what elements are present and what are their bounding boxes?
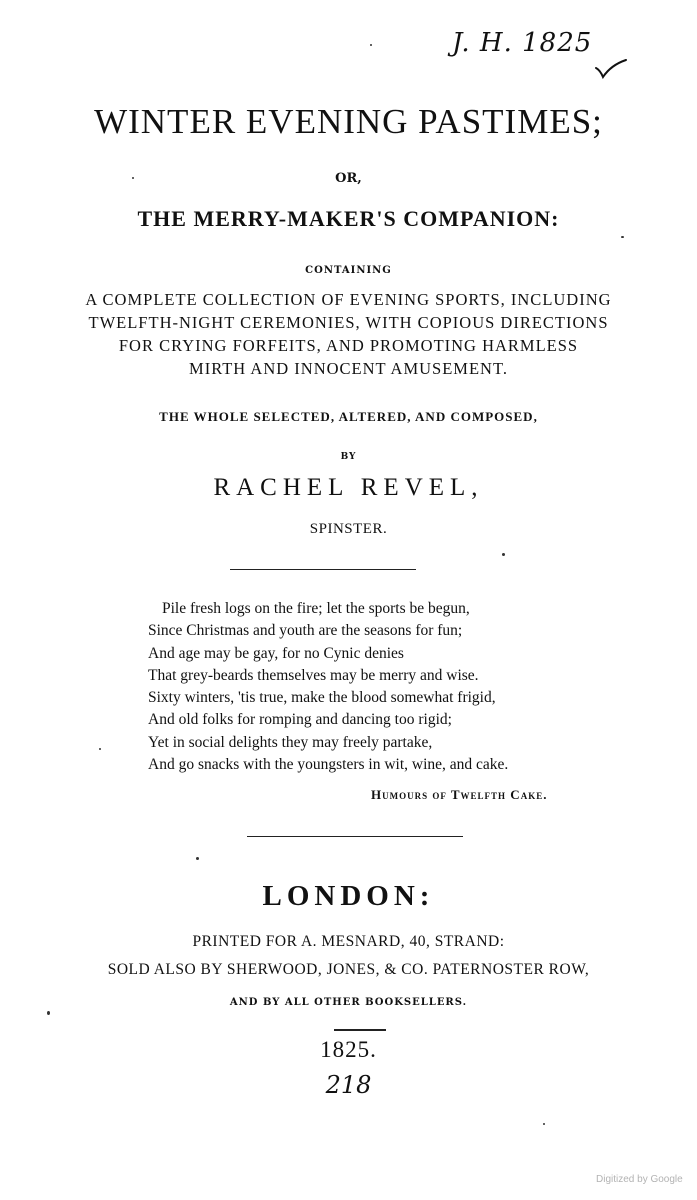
poem-line: That grey-beards themselves may be merry and wise. — [148, 666, 479, 684]
book-subtitle: THE MERRY-MAKER'S COMPANION: — [137, 206, 560, 231]
author-name: RACHEL REVEL, — [213, 474, 484, 501]
checkmark-icon — [594, 58, 628, 80]
or-connector: OR, — [335, 171, 362, 186]
poem-line: Pile fresh logs on the fire; let the sports be begun, — [162, 600, 470, 617]
poem-attribution: Humours of Twelfth Cake. — [371, 787, 548, 802]
paper-speck — [99, 748, 101, 750]
containing-label: CONTAINING — [305, 265, 392, 276]
handwritten-page-number: 218 — [325, 1071, 372, 1099]
author-title: SPINSTER. — [309, 521, 388, 537]
handwritten-shelfmark: J. H. 1825 — [452, 28, 593, 58]
digitized-watermark: Digitized by Google — [596, 1174, 683, 1185]
poem-line: And old folks for romping and dancing too rigid; — [148, 711, 452, 729]
poem-line: Sixty winters, 'tis true, make the blood somewhat frigid, — [148, 689, 496, 707]
description-line: TWELFTH-NIGHT CEREMONIES, WITH COPIOUS DIRECTIONS — [88, 313, 609, 332]
poem-line: And age may be gay, for no Cynic denies — [148, 644, 404, 662]
paper-speck — [543, 1123, 545, 1125]
imprint-booksellers: AND BY ALL OTHER BOOKSELLERS. — [229, 997, 468, 1008]
book-title: WINTER EVENING PASTIMES; — [94, 102, 603, 141]
description-line: FOR CRYING FORFEITS, AND PROMOTING HARMLESS — [118, 336, 579, 355]
paper-speck — [47, 1011, 50, 1015]
divider-rule — [247, 836, 463, 837]
epigraph-poem — [148, 598, 508, 776]
paper-speck — [370, 44, 372, 46]
imprint-city: LONDON: — [262, 880, 435, 912]
description-line: MIRTH AND INNOCENT AMUSEMENT. — [189, 359, 508, 378]
paper-speck — [621, 236, 624, 238]
imprint-seller: SOLD ALSO BY SHERWOOD, JONES, & CO. PATERNOSTER ROW, — [107, 961, 590, 978]
poem-line: Since Christmas and youth are the seasons for fun; — [148, 622, 463, 640]
imprint-year: 1825. — [320, 1037, 377, 1062]
paper-speck — [196, 857, 199, 860]
description-line: A COMPLETE COLLECTION OF EVENING SPORTS, INCLUDING — [85, 290, 612, 309]
divider-rule — [334, 1029, 386, 1031]
poem-line: Yet in social delights they may freely partake, — [148, 733, 433, 751]
paper-speck — [502, 553, 505, 556]
imprint-printer: PRINTED FOR A. MESNARD, 40, STRAND: — [192, 933, 505, 950]
by-label: BY — [340, 452, 357, 462]
paper-speck — [132, 177, 134, 179]
selected-line: THE WHOLE SELECTED, ALTERED, AND COMPOSED, — [159, 409, 538, 424]
poem-line: And go snacks with the youngsters in wit, wine, and cake. — [148, 756, 509, 774]
divider-rule — [230, 569, 416, 570]
